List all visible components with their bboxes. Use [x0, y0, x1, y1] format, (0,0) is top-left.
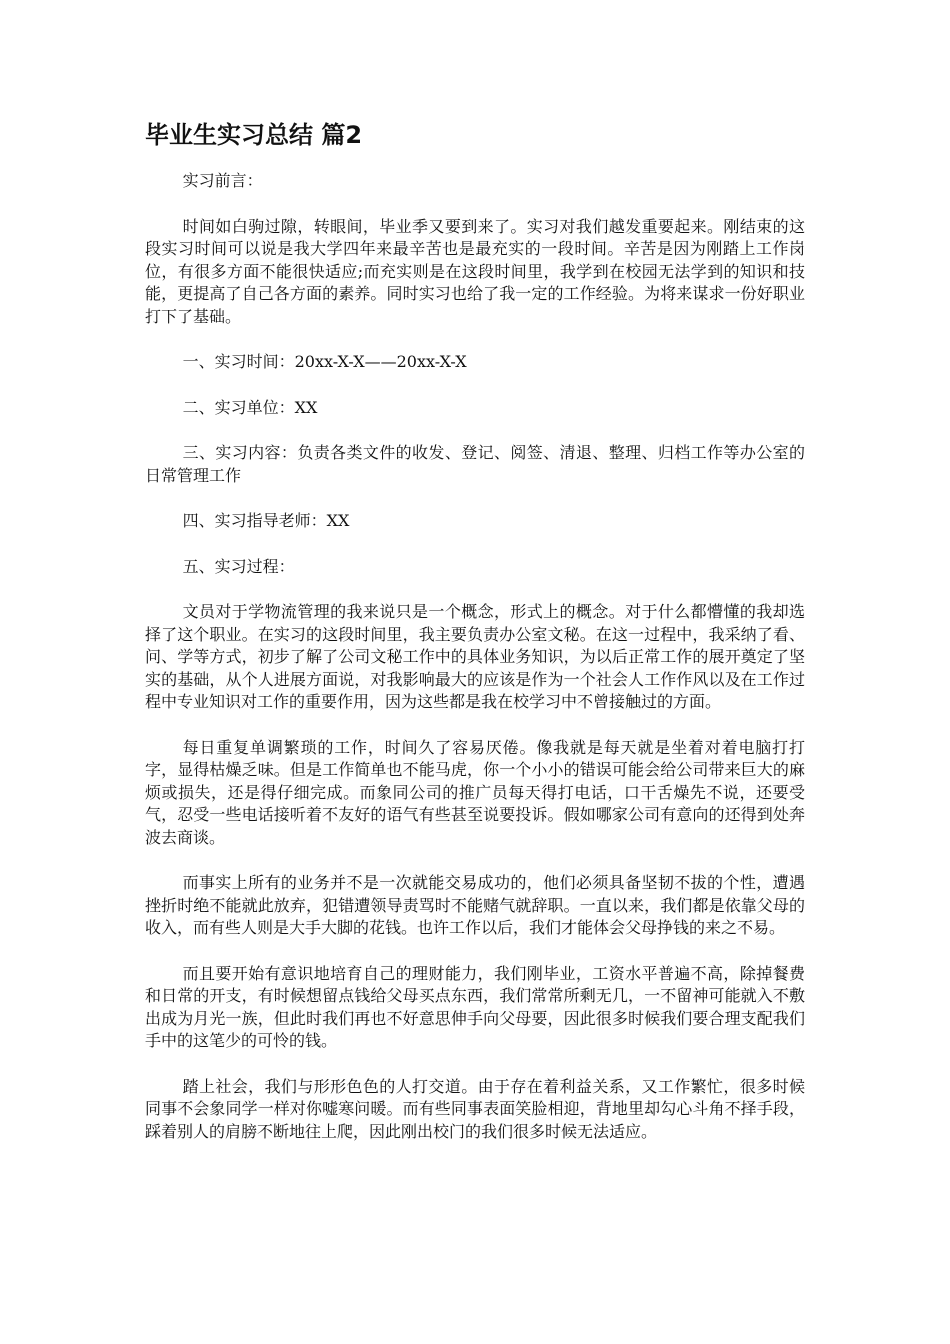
paragraph-internship-unit: 二、实习单位：XX: [182, 397, 318, 417]
paragraph-preface: 时间如白驹过隙，转眼间，毕业季又要到来了。实习对我们越发重要起来。刚结束的这段实习时间可以说是我大学四年来最辛苦也是最充实的一段时间。辛苦是因为刚踏上工作岗位，有很多方面不能很快适应;而充实则是在这段时间里，我学到在校园无法学到的知识和技能，更提高了自己各方面的素养。同时实习也给了我一定的工作经验。为将来谋求一份好职业打下了基础。: [145, 216, 805, 326]
document-title: 毕业生实习总结 篇2: [145, 121, 363, 149]
paragraph-process-1: 文员对于学物流管理的我来说只是一个概念，形式上的概念。对于什么都懵懂的我却选择了这个职业。在实习的这段时间里，我主要负责办公室文秘。在这一过程中，我采纳了看、问、学等方式，初步了解了公司文秘工作中的具体业务知识，为以后正常工作的展开奠定了坚实的基础，从个人进展方面说，对我影响最大的应该是作为一个社会人工作作风以及在工作过程中专业知识对工作的重要作用，因为这些都是我在校学习中不曾接触过的方面。: [145, 602, 805, 711]
paragraph-process-5: 踏上社会，我们与形形色色的人打交道。由于存在着利益关系，又工作繁忙，很多时候同事不会象同学一样对你嘘寒问暖。而有些同事表面笑脸相迎，背地里却勾心斗角不择手段，踩着别人的肩膀不断地往上爬，因此刚出校门的我们很多时候无法适应。: [145, 1076, 805, 1141]
document-body: [145, 170, 805, 1166]
paragraph-internship-time: 一、实习时间：20xx-X-X——20xx-X-X: [182, 352, 467, 371]
paragraph-process-3: 而事实上所有的业务并不是一次就能交易成功的，他们必须具备坚韧不拔的个性，遭遇挫折时绝不能就此放弃，犯错遭领导责骂时不能赌气就辞职。一直以来，我们都是依靠父母的收入，而有些人则是大手大脚的花钱。也许工作以后，我们才能体会父母挣钱的来之不易。: [145, 873, 805, 937]
paragraph-internship-content: 三、实习内容：负责各类文件的收发、登记、阅签、清退、整理、归档工作等办公室的日常管理工作: [145, 443, 805, 485]
paragraph-internship-advisor: 四、实习指导老师：XX: [182, 511, 350, 530]
paragraph-internship-process-heading: 五、实习过程：: [182, 556, 295, 576]
paragraph-process-4: 而且要开始有意识地培育自己的理财能力，我们刚毕业，工资水平普遍不高，除掉餐费和日常的开支，有时候想留点钱给父母买点东西，我们常常所剩无几，一不留神可能就入不敷出成为月光一族，但此时我们再也不好意思伸手向父母要，因此很多时候我们要合理支配我们手中的这笔少的可怜的钱。: [145, 963, 805, 1050]
paragraph-process-2: 每日重复单调繁琐的工作，时间久了容易厌倦。像我就是每天就是坐着对着电脑打打字，显得枯燥乏味。但是工作简单也不能马虎，你一个小小的错误可能会给公司带来巨大的麻烦或损失，还是得仔细完成。而象同公司的推广员每天得打电话，口干舌燥先不说，还要受气，忍受一些电话接听着不友好的语气有些甚至说要投诉。假如哪家公司有意向的还得到处奔波去商谈。: [145, 737, 805, 847]
paragraph-preface-heading: 实习前言：: [182, 171, 263, 190]
